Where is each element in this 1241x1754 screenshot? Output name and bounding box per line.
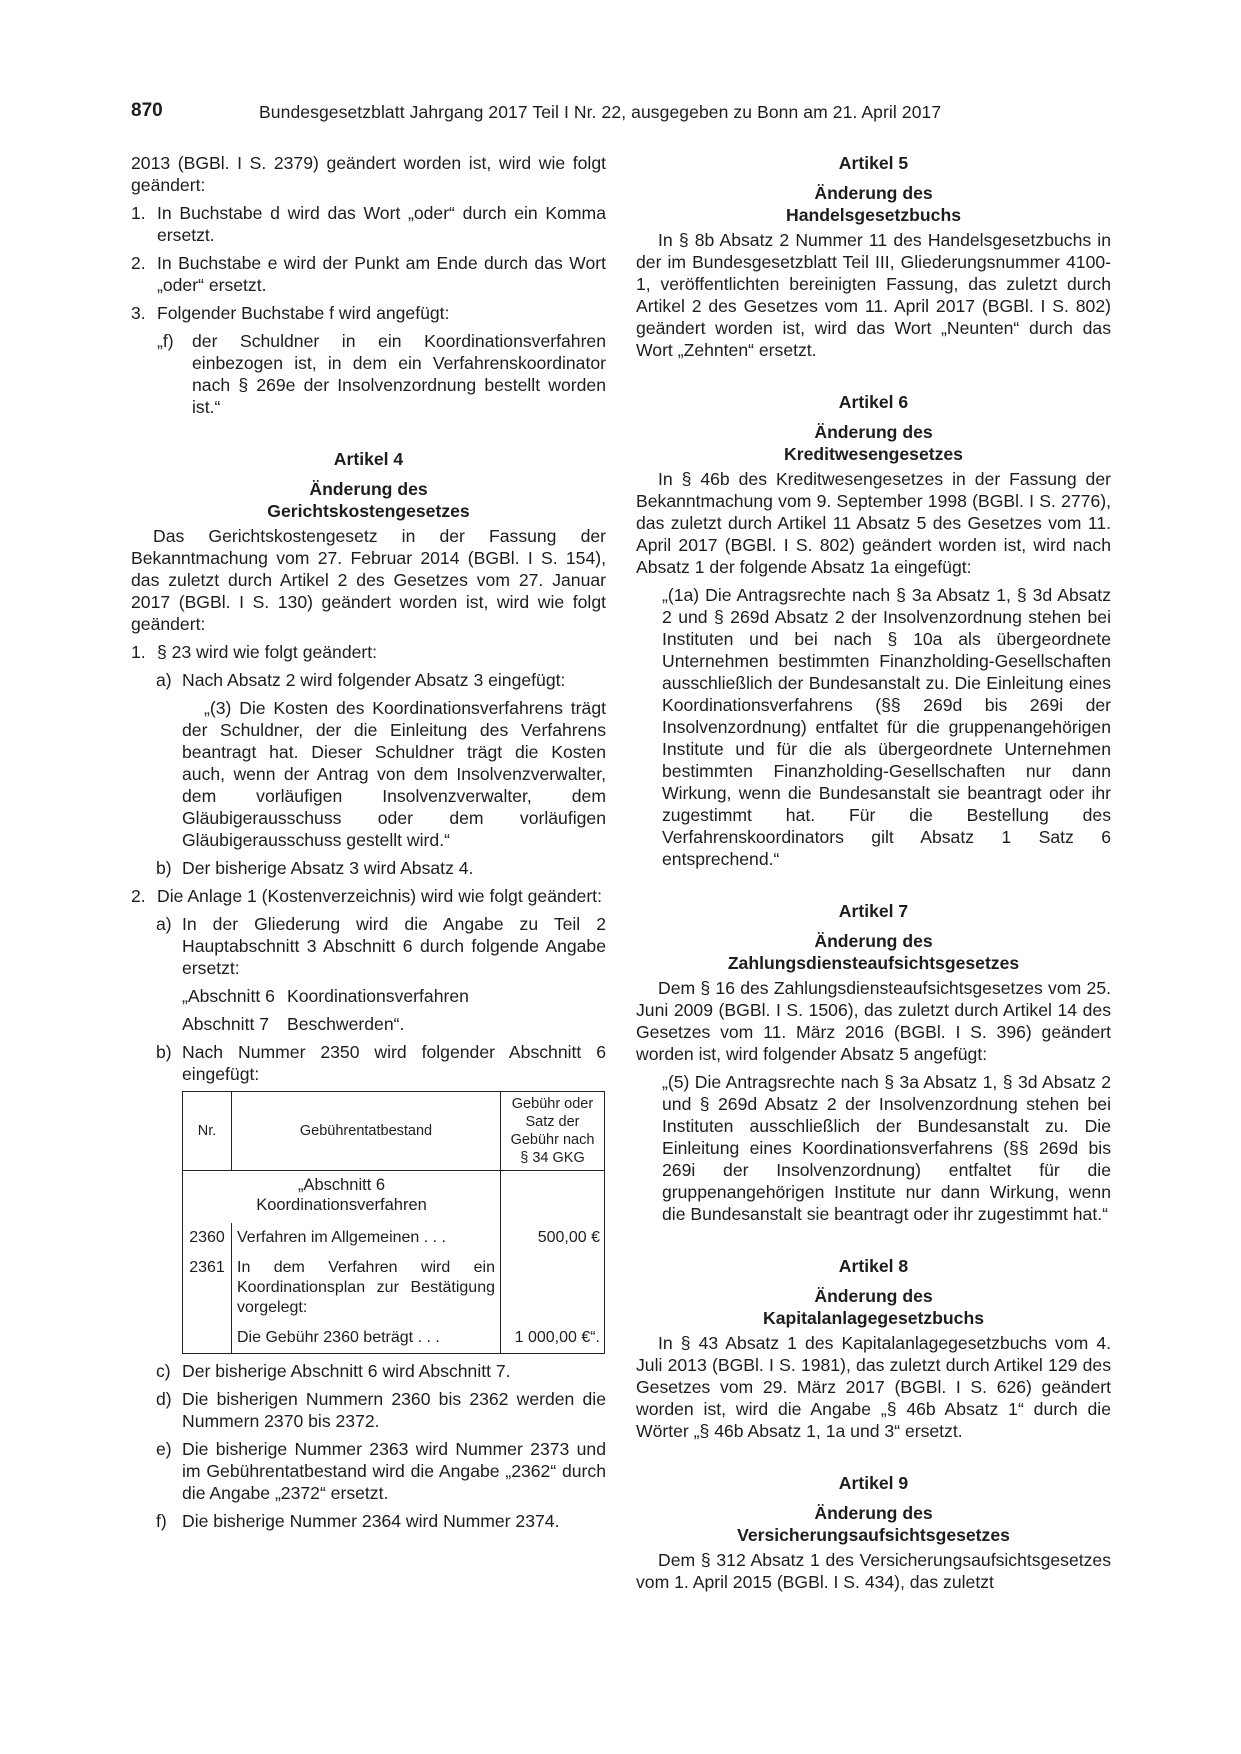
article-7-quote: „(5) Die Antragsrechte nach § 3a Absatz 1, § 3d Absatz 2 und § 269d Absatz 2 der Insolvenzordnung stehen bei Instituten ausschließlich der Bundesanstalt zu. Die Einleitung eines Koordinationsverfahrens (§§ 269d bis 269i der Insolvenzordnung) entfaltet für die gruppenangehörigen Institute nur dann Wirkung, wenn die Bundesanstalt sie beantragt oder ihr zugestimmt hat.“ bbox=[662, 1072, 1111, 1224]
column-header-nr: Nr. bbox=[183, 1092, 232, 1171]
column-header-amount: Gebühr oder Satz der Gebühr nach § 34 GKG bbox=[501, 1092, 605, 1171]
item-text: Die bisherige Nummer 2363 wird Nummer 2373 und im Gebührentatbestand wird die Angabe „2362“ durch die Angabe „2372“ ersetzt. bbox=[182, 1439, 606, 1503]
item-number: a) bbox=[156, 670, 172, 690]
article-8-title-line1: Änderung des bbox=[814, 1286, 933, 1306]
article-6-title-line1: Änderung des bbox=[814, 422, 933, 442]
table-row bbox=[183, 1253, 605, 1323]
list-subitem bbox=[131, 1041, 606, 1085]
outline-section: „Abschnitt 6 bbox=[182, 986, 275, 1006]
fee-number bbox=[183, 1323, 232, 1354]
item-text: Die bisherigen Nummern 2360 bis 2362 werden die Nummern 2370 bis 2372. bbox=[182, 1389, 606, 1431]
article-4-intro: Das Gerichtskostengesetz in der Fassung der Bekanntmachung vom 27. Februar 2014 (BGBl. I S. 154), das zuletzt durch Artikel 2 des Gesetzes vom 27. Januar 2017 (BGBl. I S. 130) geändert worden ist, wird wie folgt geändert: bbox=[131, 526, 606, 634]
item-text: § 23 wird wie folgt geändert: bbox=[157, 642, 378, 662]
list-subitem bbox=[131, 857, 606, 879]
fee-number: 2361 bbox=[183, 1253, 232, 1323]
article-4-title-line1: Änderung des bbox=[309, 479, 428, 499]
running-header: Bundesgesetzblatt Jahrgang 2017 Teil I Nr. 22, ausgegeben zu Bonn am 21. April 2017 bbox=[259, 102, 942, 122]
list-item bbox=[131, 641, 606, 663]
table-row bbox=[183, 1223, 605, 1253]
list-subitem bbox=[131, 1510, 606, 1532]
article-7-text: Dem § 16 des Zahlungsdiensteaufsichtsgesetzes vom 25. Juni 2009 (BGBl. I S. 1506), das zuletzt durch Artikel 14 des Gesetzes vom 11. März 2016 (BGBl. I S. 396) geändert worden ist, wird folgender Absatz 5 angefügt: bbox=[636, 978, 1111, 1064]
list-subitem bbox=[131, 913, 606, 979]
article-7-title-line1: Änderung des bbox=[814, 931, 933, 951]
fee-amount bbox=[501, 1253, 605, 1323]
section-heading bbox=[183, 1171, 501, 1224]
article-4-label: Artikel 4 bbox=[333, 449, 404, 469]
section-heading-line1: „Abschnitt 6 bbox=[297, 1176, 386, 1194]
fee-description: Die Gebühr 2360 beträgt . . . bbox=[232, 1323, 501, 1354]
list-subitem bbox=[131, 669, 606, 691]
item-number: b) bbox=[156, 1042, 172, 1062]
item-text: Die bisherige Nummer 2364 wird Nummer 2374. bbox=[182, 1511, 560, 1531]
article-7-title-line2: Zahlungsdiensteaufsichtsgesetzes bbox=[727, 953, 1020, 973]
item-number: 3. bbox=[131, 303, 146, 323]
item-text: Der bisherige Abschnitt 6 wird Abschnitt 7. bbox=[182, 1361, 511, 1381]
outline-section: Abschnitt 7 bbox=[182, 1014, 270, 1034]
left-column bbox=[131, 152, 606, 1532]
list-item bbox=[131, 302, 606, 324]
article-6-label: Artikel 6 bbox=[838, 392, 909, 412]
fee-description: Verfahren im Allgemeinen . . . bbox=[232, 1223, 501, 1253]
item-text: Nach Nummer 2350 wird folgender Abschnitt 6 eingefügt: bbox=[182, 1042, 606, 1084]
list-item bbox=[131, 885, 606, 907]
article-6-quote: „(1a) Die Antragsrechte nach § 3a Absatz 1, § 3d Absatz 2 und § 269d Absatz 2 der Insolvenzordnung stehen bei Instituten und bei nach § 10a als übergeordnete Unternehmen bestimmten Finanzholding-Gesellschaften ausschließlich der Bundesanstalt zu. Die Einleitung eines Koordinationsverfahrens (§§ 269d bis 269i der Insolvenzordnung) entfaltet für die gruppenangehörigen Institute und für die als übergeordnete Unternehmen bestimmten Finanzholding-Gesellschaften nur dann Wirkung, wenn die Bundesanstalt sie beantragt oder ihr zugestimmt hat. Für die Bestellung des Verfahrenskoordinators gilt Absatz 1 Satz 6 entsprechend.“ bbox=[662, 585, 1111, 869]
table-header-row bbox=[183, 1092, 605, 1171]
fee-amount: 500,00 € bbox=[501, 1223, 605, 1253]
article-6-text: In § 46b des Kreditwesengesetzes in der Fassung der Bekanntmachung vom 9. September 1998 (BGBl. I S. 2776), das zuletzt durch Artikel 11 Absatz 5 des Gesetzes vom 11. April 2017 (BGBl. I S. 802) geändert worden ist, wird nach Absatz 1 der folgende Absatz 1a eingefügt: bbox=[636, 469, 1111, 577]
item-text: Der bisherige Absatz 3 wird Absatz 4. bbox=[182, 858, 474, 878]
table-row bbox=[183, 1323, 605, 1354]
item-number: f) bbox=[156, 1511, 167, 1531]
item-number: 2. bbox=[131, 886, 146, 906]
article-8-label: Artikel 8 bbox=[838, 1256, 909, 1276]
item-text: In der Gliederung wird die Angabe zu Teil 2 Hauptabschnitt 3 Abschnitt 6 durch folgende Angabe ersetzt: bbox=[182, 914, 606, 978]
article-9-title-line2: Versicherungsaufsichtsgesetzes bbox=[737, 1525, 1010, 1545]
item-text: der Schuldner in ein Koordinationsverfahren einbezogen ist, in dem ein Verfahrenskoordinator nach § 269e der Insolvenzordnung bestellt worden ist.“ bbox=[192, 331, 606, 417]
section-empty-cell bbox=[501, 1171, 605, 1224]
article-8-title-line2: Kapitalanlagegesetzbuchs bbox=[763, 1308, 984, 1328]
list-item bbox=[131, 252, 606, 296]
item-number: a) bbox=[156, 914, 172, 934]
item-text: Die Anlage 1 (Kostenverzeichnis) wird wie folgt geändert: bbox=[157, 886, 602, 906]
list-item bbox=[131, 202, 606, 246]
article-9-label: Artikel 9 bbox=[838, 1473, 909, 1493]
item-number: 1. bbox=[131, 642, 146, 662]
item-number: 1. bbox=[131, 203, 146, 223]
outline-title: Koordinationsverfahren bbox=[287, 986, 469, 1006]
article-5-label: Artikel 5 bbox=[838, 153, 909, 173]
item-text: In Buchstabe d wird das Wort „oder“ durch ein Komma ersetzt. bbox=[157, 203, 606, 245]
page-number: 870 bbox=[131, 100, 163, 121]
fee-description: In dem Verfahren wird ein Koordinationsplan zur Bestätigung vorgelegt: bbox=[232, 1253, 501, 1323]
quoted-paragraph: „(3) Die Kosten des Koordinationsverfahrens trägt der Schuldner, der die Einleitung des Verfahrens beantragt hat. Dieser Schuldner trägt die Kosten auch, wenn der Antrag von dem Insolvenzverwalter, dem vorläufigen Insolvenzverwalter, dem Gläubigerausschuss oder dem vorläufigen Gläubigerausschuss gestellt wird.“ bbox=[182, 698, 606, 850]
article-8-text: In § 43 Absatz 1 des Kapitalanlagegesetzbuchs vom 4. Juli 2013 (BGBl. I S. 1981), das zuletzt durch Artikel 129 des Gesetzes vom 29. März 2017 (BGBl. I S. 626) geändert worden ist, wird die Angabe „§ 46b Absatz 1“ durch die Wörter „§ 46b Absatz 1, 1a und 3“ ersetzt. bbox=[636, 1333, 1111, 1441]
article-5-text: In § 8b Absatz 2 Nummer 11 des Handelsgesetzbuchs in der im Bundesgesetzblatt Teil III, Gliederungsnummer 4100-1, veröffentlichten bereinigten Fassung, das zuletzt durch Artikel 2 des Gesetzes vom 11. April 2017 (BGBl. I S. 802) geändert worden ist, wird das Wort „Neunten“ durch das Wort „Zehnten“ ersetzt. bbox=[636, 230, 1111, 360]
item-number: c) bbox=[156, 1361, 171, 1381]
section-heading-line2: Koordinationsverfahren bbox=[256, 1196, 427, 1214]
item-number: e) bbox=[156, 1439, 172, 1459]
item-text: Nach Absatz 2 wird folgender Absatz 3 eingefügt: bbox=[182, 670, 566, 690]
item-text: Folgender Buchstabe f wird angefügt: bbox=[157, 303, 450, 323]
quoted-letter-f bbox=[131, 330, 606, 418]
item-text: In Buchstabe e wird der Punkt am Ende durch das Wort „oder“ ersetzt. bbox=[157, 253, 606, 295]
article-6-title-line2: Kreditwesengesetzes bbox=[784, 444, 963, 464]
column-header-tatbestand: Gebührentatbestand bbox=[232, 1092, 501, 1171]
article-9-title-line1: Änderung des bbox=[814, 1503, 933, 1523]
list-subitem bbox=[131, 1360, 606, 1382]
table-section-row bbox=[183, 1171, 605, 1224]
fee-amount: 1 000,00 €“. bbox=[501, 1323, 605, 1354]
continuation-text: 2013 (BGBl. I S. 2379) geändert worden ist, wird wie folgt geändert: bbox=[131, 153, 606, 195]
item-number: 2. bbox=[131, 253, 146, 273]
fee-number: 2360 bbox=[183, 1223, 232, 1253]
article-5-title-line2: Handelsgesetzbuchs bbox=[785, 205, 961, 225]
item-number: „f) bbox=[157, 331, 174, 351]
article-9-text: Dem § 312 Absatz 1 des Versicherungsaufsichtsgesetzes vom 1. April 2015 (BGBl. I S. 434), das zuletzt bbox=[636, 1550, 1111, 1592]
article-4-title-line2: Gerichtskostengesetzes bbox=[267, 501, 470, 521]
right-column bbox=[636, 152, 1111, 1593]
list-subitem bbox=[131, 1388, 606, 1432]
item-number: d) bbox=[156, 1389, 172, 1409]
outline-line bbox=[131, 985, 606, 1007]
item-number: b) bbox=[156, 858, 172, 878]
fee-table bbox=[182, 1091, 605, 1354]
list-subitem bbox=[131, 1438, 606, 1504]
article-7-label: Artikel 7 bbox=[838, 901, 909, 921]
outline-title: Beschwerden“. bbox=[287, 1014, 405, 1034]
outline-line bbox=[131, 1013, 606, 1035]
article-5-title-line1: Änderung des bbox=[814, 183, 933, 203]
